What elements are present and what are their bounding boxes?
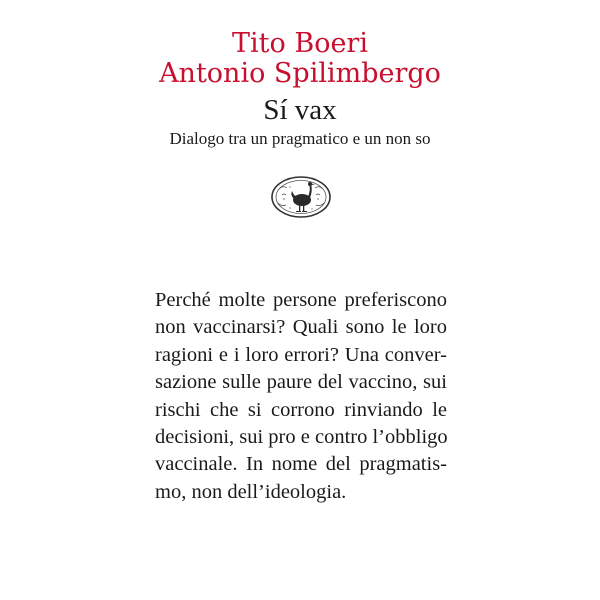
blurb-line: mo, non dell’ideologia. (155, 480, 347, 503)
book-cover (107, 0, 493, 600)
einaudi-ostrich-emblem-icon (270, 175, 332, 219)
blurb-text (155, 287, 447, 506)
blurb-line: Perché molte persone preferiscono (155, 289, 447, 311)
blurb-line: ragioni e i loro errori? Una conver- (155, 343, 447, 366)
author-name-2: Antonio Spilimbergo (159, 58, 441, 89)
blurb-line: decisioni, sui pro e contro l’obbligo (155, 425, 448, 448)
blurb-line: vaccinale. In nome del pragmatis- (155, 453, 447, 476)
book-subtitle: Dialogo tra un pragmatico e un non so (169, 129, 431, 148)
blurb-line: sazione sulle paure del vaccino, sui (155, 371, 447, 394)
author-name-1: Tito Boeri (232, 28, 368, 59)
blurb-line: non vaccinarsi? Quali sono le loro (155, 316, 447, 339)
blurb-line: rischi che si corrono rinviando le (155, 398, 447, 421)
book-title: Sí vax (263, 94, 337, 126)
